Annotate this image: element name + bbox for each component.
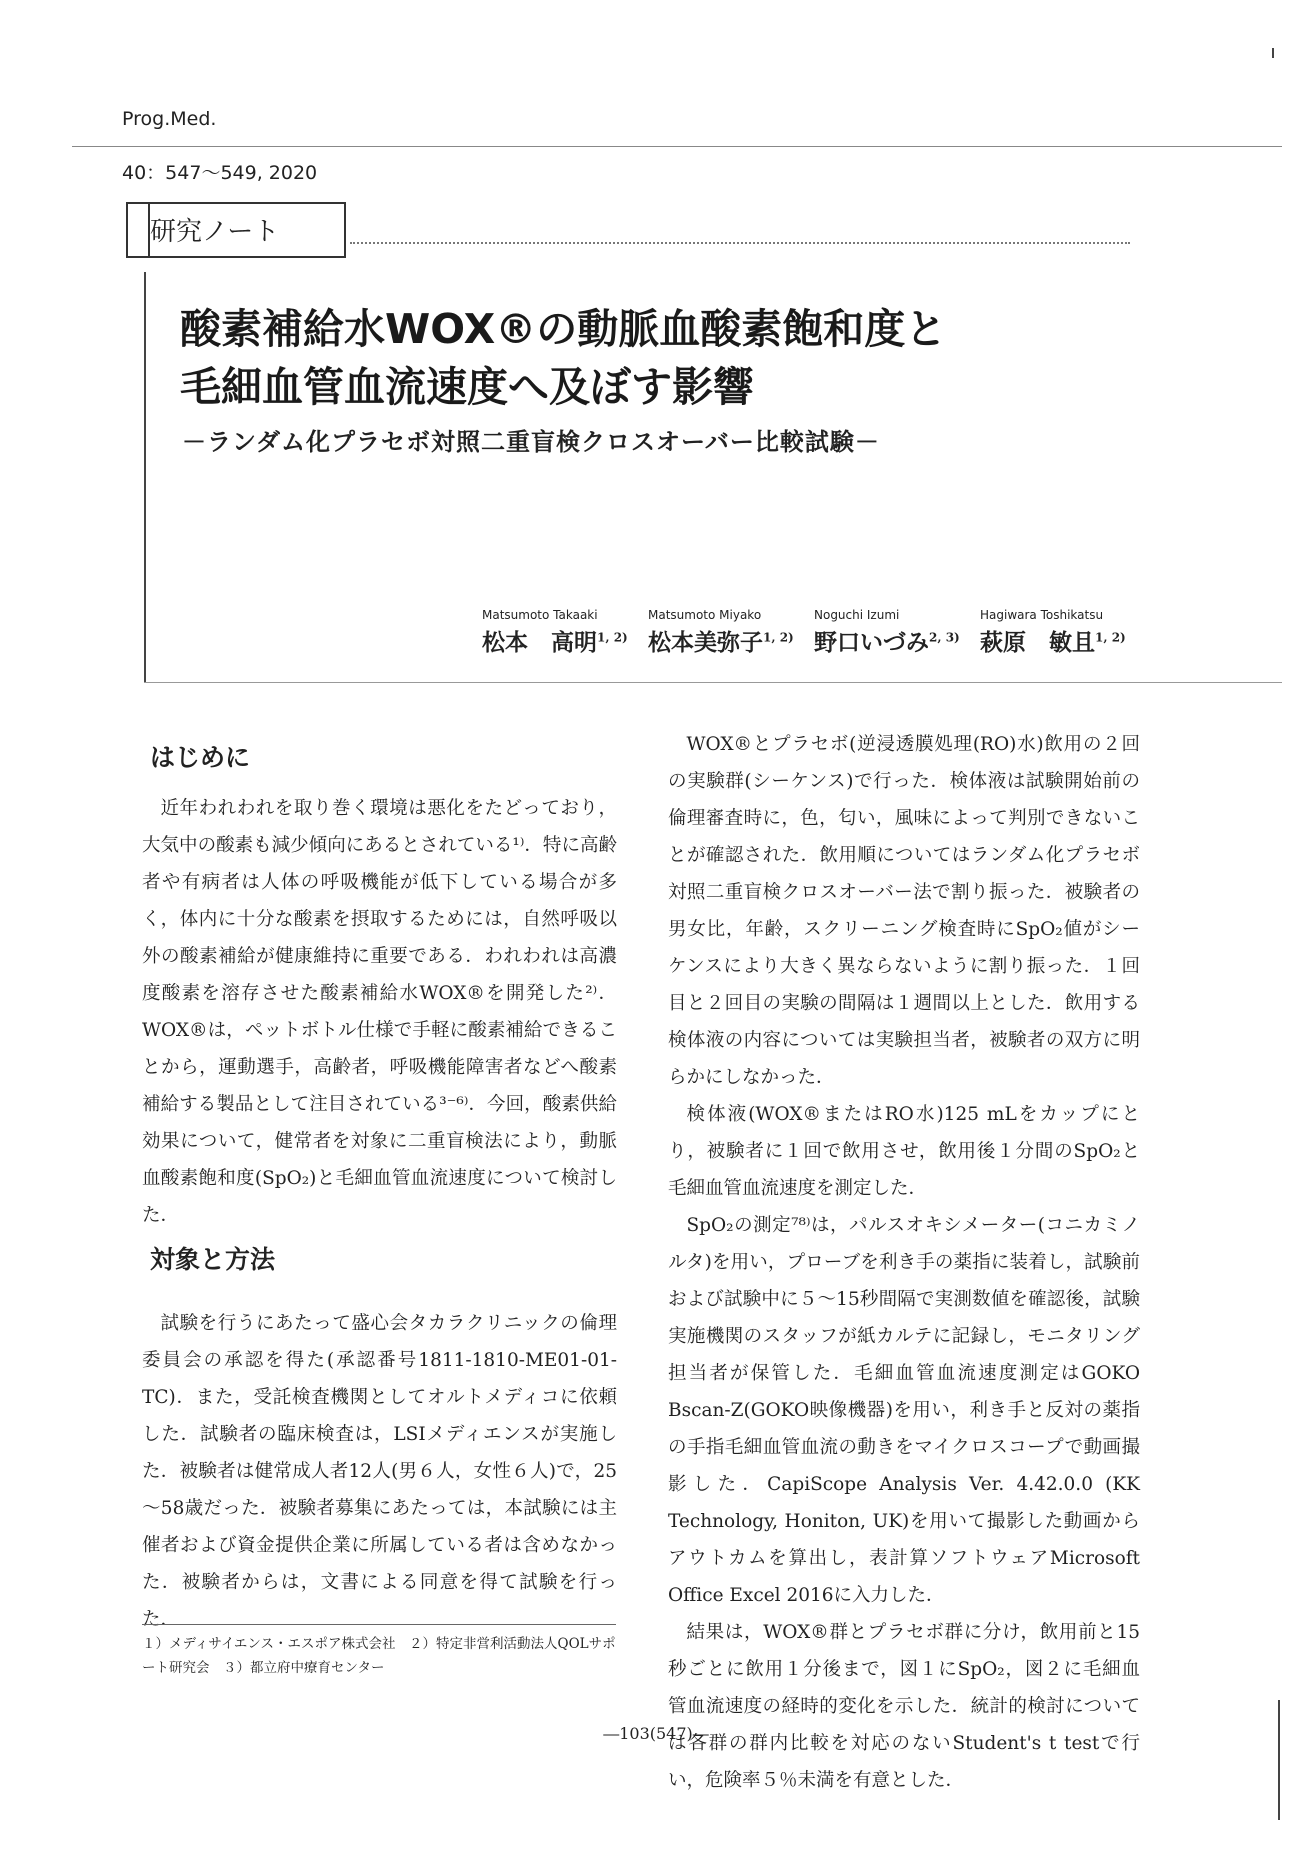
title-sidebar-line [144,272,146,682]
footnote: １）メディサイエンス・エスポア株式会社 ２）特定非営利活動法人QOLサポート研究会 ３）都立府中療育センター [142,1636,616,1676]
right-paragraph-2: 検体液(WOX®またはRO水)125 mLをカップにとり，被験者に１回で飲用させ，飲用後１分間のSpO₂と毛細血管血流速度を測定した． [668,1104,1140,1199]
author-name: 松本 高明$^{1, 2)}$ [482,629,628,656]
author-affiliation: 1, 2) [763,630,794,645]
header-rule [72,146,1282,147]
author-name: 松本美弥子$^{1, 2)}$ [648,629,794,656]
scan-mark [1272,48,1274,58]
scan-edge-mark [1278,1700,1280,1820]
author-romaji: Hagiwara Toshikatsu [980,608,1104,622]
author-affiliation: 2, 3) [929,630,960,645]
author-3 [814,608,960,657]
author-romaji: Matsumoto Miyako [648,608,762,622]
intro-heading: はじめに [150,743,251,772]
footnote-rule [142,1624,616,1625]
right-paragraph-1: WOX®とプラセボ(逆浸透膜処理(RO)水)飲用の２回の実験群(シーケンス)で行った．検体液は試験開始前の倫理審査時に，色，匂い，風味によって判別できないことが確認された．飲用順についてはランダム化プラセボ対照二重盲検クロスオーバー法で割り振った．被験者の男女比，年齢，スクリーニング検査時にSpO₂値がシーケンスにより大きく異ならないように割り振った．１回目と２回目の実験の間隔は１週間以上とした．飲用する検体液の内容については実験担当者，被験者の双方に明らかにしなかった． [668,734,1140,1088]
author-romaji: Matsumoto Takaaki [482,608,598,622]
author-4 [980,608,1126,657]
author-romaji: Noguchi Izumi [814,608,900,622]
title-line-1: 酸素補給水WOX®の動脈血酸素飽和度と [180,305,947,353]
journal-name: Prog.Med. [122,108,217,130]
methods-body [142,1305,617,1638]
intro-body [142,790,617,1234]
article-subtitle: －ランダム化プラセボ対照二重盲検クロスオーバー比較試験－ [182,428,880,456]
author-rule [144,682,1282,683]
title-line-2: 毛細血管血流速度へ及ぼす影響 [180,363,754,411]
right-paragraph-4: 結果は，WOX®群とプラセボ群に分け，飲用前と15秒ごとに飲用１分後まで，図１にSpO₂，図２に毛細血管血流速度の経時的変化を示した．統計的検討については各群の群内比較を対応のないStudent's t testで行い，危険率５％未満を有意とした． [668,1622,1140,1791]
author-name: 野口いづみ$^{2, 3)}$ [814,629,960,656]
page-number: ―103(547)― [603,1724,709,1743]
author-2 [648,608,794,657]
author-affiliation: 1, 2) [597,630,628,645]
author-1 [482,608,628,657]
journal-volume: 40：547～549, 2020 [122,162,318,184]
right-paragraph-3: SpO₂の測定⁷⁸⁾は，パルスオキシメーター(コニカミノルタ)を用い，プローブを利き手の薬指に装着し，試験前および試験中に５～15秒間隔で実測数値を確認後，試験実施機関のスタッフが紙カルテに記録し，モニタリング担当者が保管した．毛細血管血流速度測定はGOKO Bscan-Z(GOKO映像機器)を用い，利き手と反対の薬指の手指毛細血管血流の動きをマイクロスコープで動画撮影した．CapiScope Analysis Ver. 4.42.0.0 (KK Technology, Honiton, UK)を用いて撮影した動画からアウトカムを算出し，表計算ソフトウェアMicrosoft Office Excel 2016に入力した． [668,1215,1140,1606]
methods-heading: 対象と方法 [150,1245,276,1274]
methods-paragraph: 試験を行うにあたって盛心会タカラクリニックの倫理委員会の承認を得た(承認番号1811-1810-ME01-01-TC)．また，受託検査機関としてオルトメディコに依頼した．試験者の臨床検査は，LSIメディエンスが実施した．被験者は健常成人者12人(男６人，女性６人)で，25～58歳だった．被験者募集にあたっては，本試験には主催者および資金提供企業に所属している者は含めなかった．被験者からは，文書による同意を得て試験を行った． [142,1313,617,1630]
author-name: 萩原 敏且$^{1, 2)}$ [980,629,1126,656]
author-affiliation: 1, 2) [1095,630,1126,645]
article-title [180,300,946,416]
intro-paragraph: 近年われわれを取り巻く環境は悪化をたどっており，大気中の酸素も減少傾向にあるとされている¹⁾．特に高齢者や有病者は人体の呼吸機能が低下している場合が多く，体内に十分な酸素を摂取するためには，自然呼吸以外の酸素補給が健康維持に重要である．われわれは高濃度酸素を溶存させた酸素補給水WOX®を開発した²⁾．WOX®は，ペットボトル仕様で手軽に酸素補給できることから，運動選手，高齢者，呼吸機能障害者などへ酸素補給する製品として注目されている³⁻⁶⁾．今回，酸素供給効果について，健常者を対象に二重盲検法により，動脈血酸素飽和度(SpO₂)と毛細血管血流速度について検討した． [142,798,617,1226]
category-tag-divider [148,204,150,256]
category-tag: 研究ノート [126,202,346,258]
category-rule [350,242,1130,244]
right-column [668,726,1140,1799]
